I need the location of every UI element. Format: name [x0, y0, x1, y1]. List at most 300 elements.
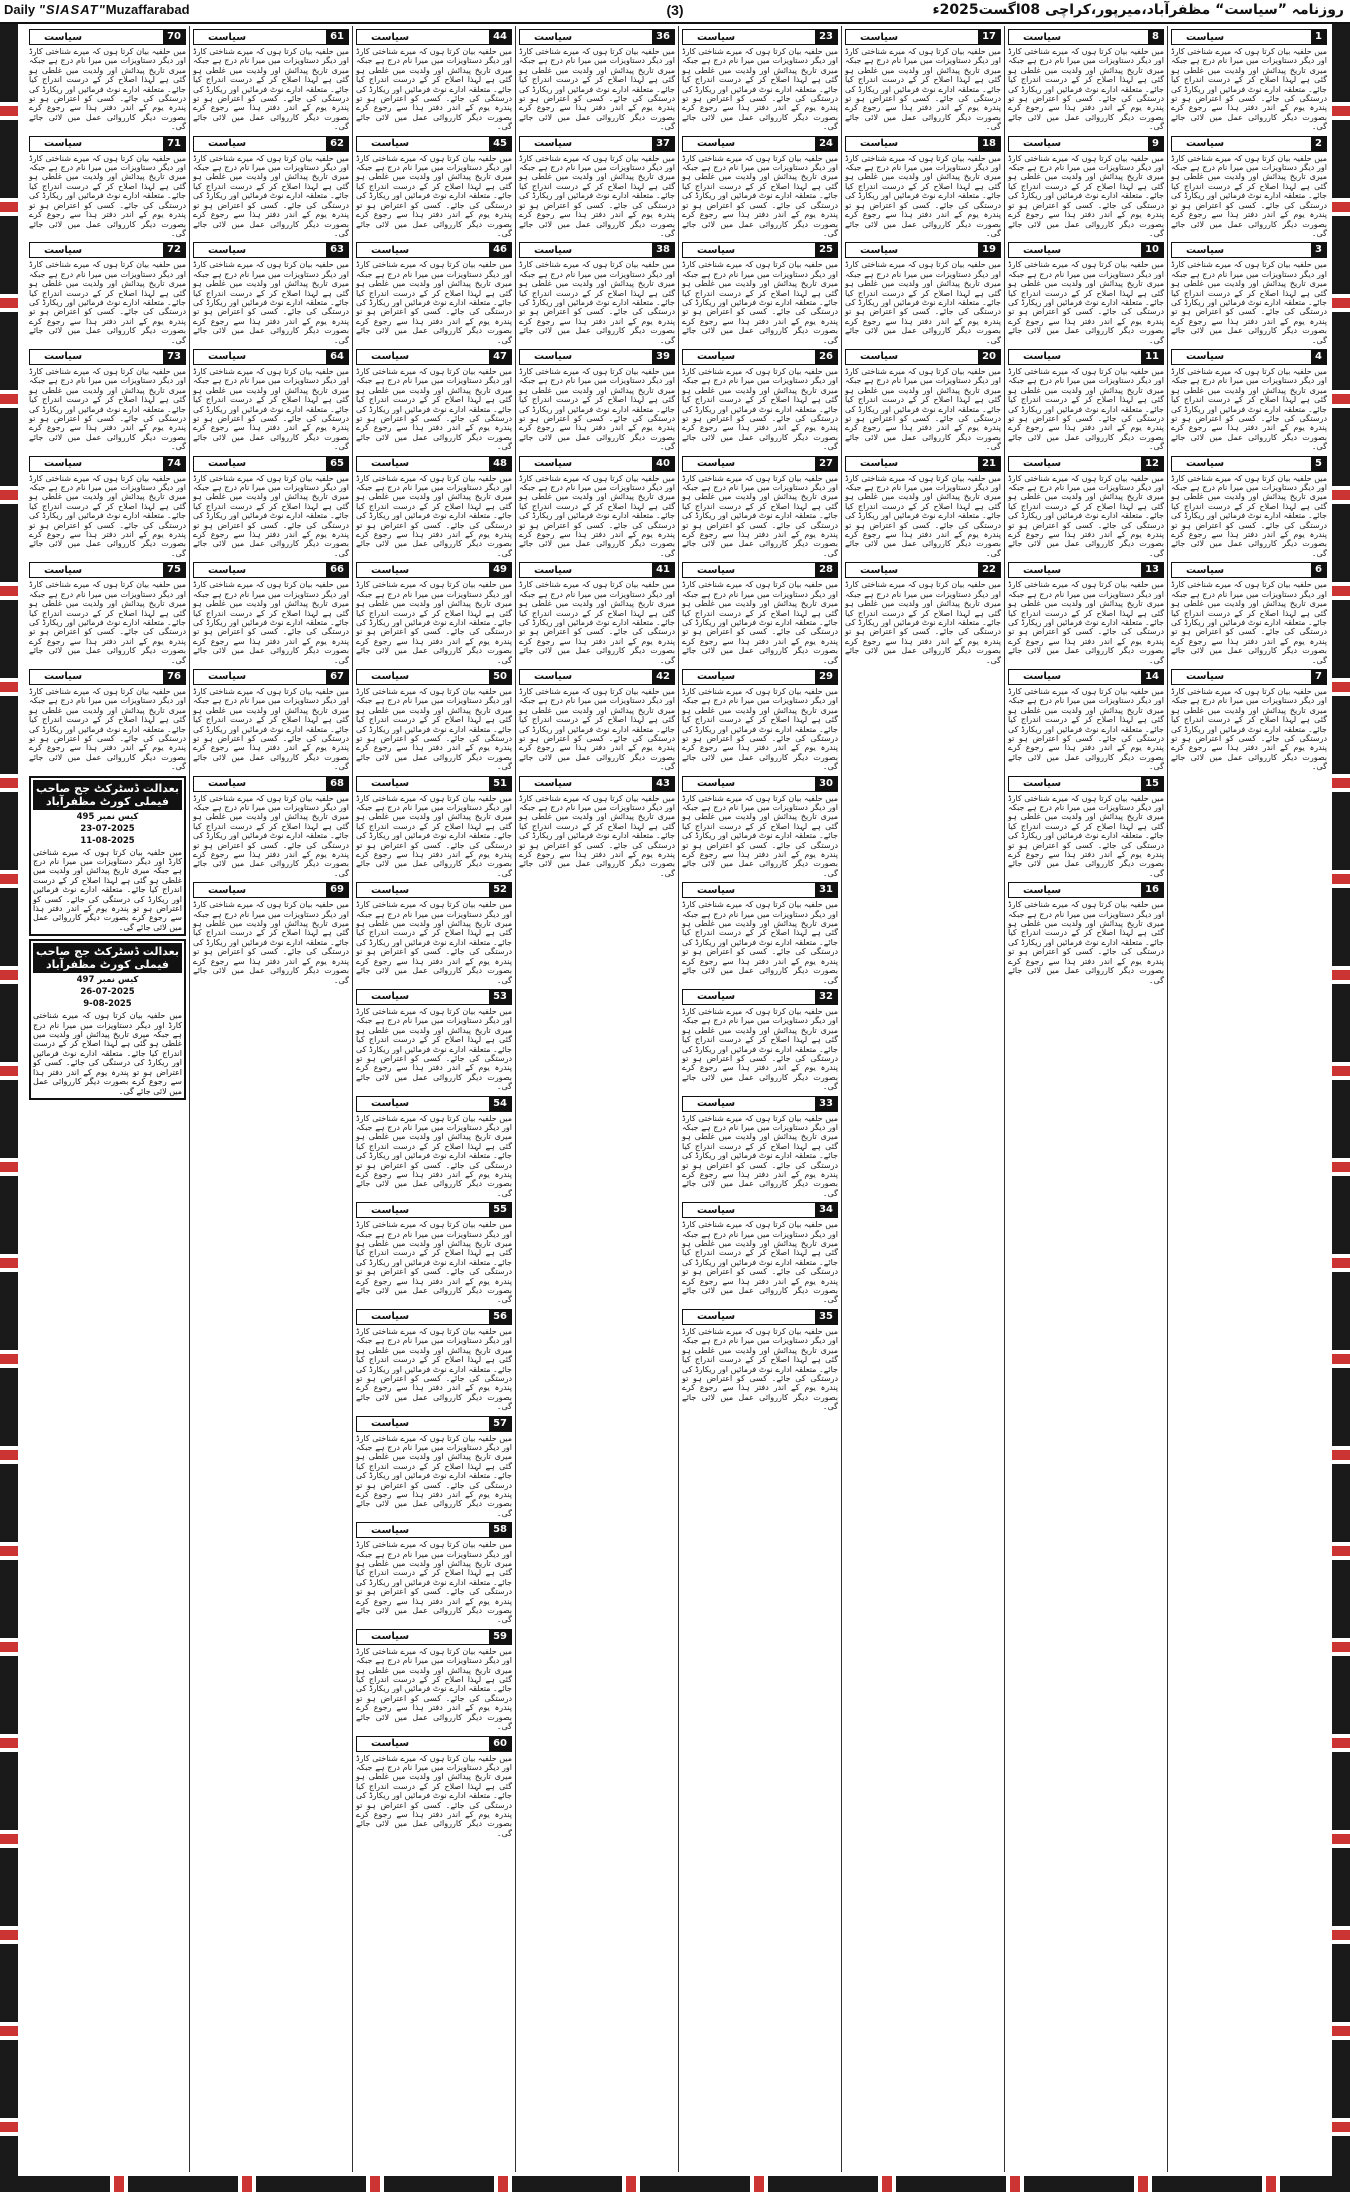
- notice-brand: سیاست: [371, 1631, 410, 1643]
- notice-text: میں حلفیہ بیان کرتا ہوں کہ میرے شناختی کارڈ اور دیگر دستاویزات میں میرا نام درج ہے جبکہ میری تاریخ پیدائش اور ولدیت میں غلطی ہو گئی ہے لہذا اصلاح کر کے درست اندراج کیا جائے۔ متعلقہ ادارے نوٹ فرمائیں اور ریکارڈ کی درستگی کی جائے۔ کسی کو اعتراض ہو تو پندرہ یوم کے اندر دفتر ہذا سے رجوع کرے بصورت دیگر کارروائی عمل میں لائی جائے گی۔: [356, 793, 512, 878]
- notice-number: 18: [978, 137, 1000, 151]
- notice: [356, 562, 512, 665]
- notice-text: میں حلفیہ بیان کرتا ہوں کہ میرے شناختی کارڈ اور دیگر دستاویزات میں میرا نام درج ہے جبکہ میری تاریخ پیدائش اور ولدیت میں غلطی ہو گئی ہے لہذا اصلاح کر کے درست اندراج کیا جائے۔ متعلقہ ادارے نوٹ فرمائیں اور ریکارڈ کی درستگی کی جائے۔ کسی کو اعتراض ہو تو پندرہ یوم کے اندر دفتر ہذا سے رجوع کرے بصورت دیگر کارروائی عمل میں لائی جائے گی۔: [519, 473, 675, 558]
- notice-brand: سیاست: [1023, 244, 1062, 256]
- notice-header: [1008, 669, 1164, 685]
- notice-text: میں حلفیہ بیان کرتا ہوں کہ میرے شناختی کارڈ اور دیگر دستاویزات میں میرا نام درج ہے جبکہ میری تاریخ پیدائش اور ولدیت میں غلطی ہو گئی ہے لہذا اصلاح کر کے درست اندراج کیا جائے۔ متعلقہ ادارے نوٹ فرمائیں اور ریکارڈ کی درستگی کی جائے۔ کسی کو اعتراض ہو تو پندرہ یوم کے اندر دفتر ہذا سے رجوع کرے بصورت دیگر کارروائی عمل میں لائی جائے گی۔: [519, 793, 675, 878]
- notice: [682, 349, 838, 452]
- notice-text: میں حلفیہ بیان کرتا ہوں کہ میرے شناختی کارڈ اور دیگر دستاویزات میں میرا نام درج ہے جبکہ میری تاریخ پیدائش اور ولدیت میں غلطی ہو گئی ہے لہذا اصلاح کر کے درست اندراج کیا جائے۔ متعلقہ ادارے نوٹ فرمائیں اور ریکارڈ کی درستگی کی جائے۔ کسی کو اعتراض ہو تو پندرہ یوم کے اندر دفتر ہذا سے رجوع کرے بصورت دیگر کارروائی عمل میں لائی جائے گی۔: [356, 1540, 512, 1625]
- notice-header: [1008, 882, 1164, 898]
- notice-text: میں حلفیہ بیان کرتا ہوں کہ میرے شناختی کارڈ اور دیگر دستاویزات میں میرا نام درج ہے جبکہ میری تاریخ پیدائش اور ولدیت میں غلطی ہو گئی ہے لہذا اصلاح کر کے درست اندراج کیا جائے۔ متعلقہ ادارے نوٹ فرمائیں اور ریکارڈ کی درستگی کی جائے۔ کسی کو اعتراض ہو تو پندرہ یوم کے اندر دفتر ہذا سے رجوع کرے بصورت دیگر کارروائی عمل میں لائی جائے گی۔: [682, 260, 838, 345]
- notice-number: 17: [978, 30, 1000, 44]
- notice: [519, 776, 675, 879]
- notice-header: [356, 29, 512, 45]
- notice-header: [682, 349, 838, 365]
- notice-header: [845, 242, 1001, 258]
- notice-number: 39: [652, 350, 674, 364]
- notice-brand: سیاست: [697, 1098, 736, 1110]
- notice-brand: سیاست: [534, 671, 573, 683]
- notice: [682, 242, 838, 345]
- notice-text: میں حلفیہ بیان کرتا ہوں کہ میرے شناختی کارڈ اور دیگر دستاویزات میں میرا نام درج ہے جبکہ میری تاریخ پیدائش اور ولدیت میں غلطی ہو گئی ہے لہذا اصلاح کر کے درست اندراج کیا جائے۔ متعلقہ ادارے نوٹ فرمائیں اور ریکارڈ کی درستگی کی جائے۔ کسی کو اعتراض ہو تو پندرہ یوم کے اندر دفتر ہذا سے رجوع کرے بصورت دیگر کارروائی عمل میں لائی جائے گی۔: [1171, 47, 1327, 132]
- notice-brand: سیاست: [371, 458, 410, 470]
- notice-header: [193, 136, 349, 152]
- notice-brand: سیاست: [208, 31, 247, 43]
- notice: [193, 562, 349, 665]
- notice-header: [193, 349, 349, 365]
- notice-number: 51: [489, 777, 511, 791]
- notice: [356, 1522, 512, 1625]
- masthead: [0, 0, 1350, 24]
- notice-brand: سیاست: [697, 1204, 736, 1216]
- notice-number: 28: [815, 563, 837, 577]
- notice-header: [29, 669, 186, 685]
- notice: [682, 882, 838, 985]
- notice-text: میں حلفیہ بیان کرتا ہوں کہ میرے شناختی کارڈ اور دیگر دستاویزات میں میرا نام درج ہے جبکہ میری تاریخ پیدائش اور ولدیت میں غلطی ہو گئی ہے لہذا اصلاح کر کے درست اندراج کیا جائے۔ متعلقہ ادارے نوٹ فرمائیں اور ریکارڈ کی درستگی کی جائے۔ کسی کو اعتراض ہو تو پندرہ یوم کے اندر دفتر ہذا سے رجوع کرے بصورت دیگر کارروائی عمل میں لائی جائے گی۔: [29, 473, 186, 558]
- court-date-filed: 26-07-2025: [80, 987, 135, 998]
- notice-header: [682, 1309, 838, 1325]
- notice-header: [1008, 562, 1164, 578]
- bottom-border-strip: [0, 2176, 1350, 2192]
- notice-brand: سیاست: [208, 351, 247, 363]
- notice: [1008, 456, 1164, 559]
- notice-text: میں حلفیہ بیان کرتا ہوں کہ میرے شناختی کارڈ اور دیگر دستاویزات میں میرا نام درج ہے جبکہ میری تاریخ پیدائش اور ولدیت میں غلطی ہو گئی ہے لہذا اصلاح کر کے درست اندراج کیا جائے۔ متعلقہ ادارے نوٹ فرمائیں اور ریکارڈ کی درستگی کی جائے۔ کسی کو اعتراض ہو تو پندرہ یوم کے اندر دفتر ہذا سے رجوع کرے بصورت دیگر کارروائی عمل میں لائی جائے گی۔: [519, 580, 675, 665]
- notice: [845, 349, 1001, 452]
- notice-header: [356, 136, 512, 152]
- notice: [1008, 29, 1164, 132]
- notice-text: میں حلفیہ بیان کرتا ہوں کہ میرے شناختی کارڈ اور دیگر دستاویزات میں میرا نام درج ہے جبکہ میری تاریخ پیدائش اور ولدیت میں غلطی ہو گئی ہے لہذا اصلاح کر کے درست اندراج کیا جائے۔ متعلقہ ادارے نوٹ فرمائیں اور ریکارڈ کی درستگی کی جائے۔ کسی کو اعتراض ہو تو پندرہ یوم کے اندر دفتر ہذا سے رجوع کرے بصورت دیگر کارروائی عمل میں لائی جائے گی۔: [356, 366, 512, 452]
- notice: [29, 136, 186, 239]
- notice-number: 12: [1141, 457, 1163, 471]
- notice-text: میں حلفیہ بیان کرتا ہوں کہ میرے شناختی کارڈ اور دیگر دستاویزات میں میرا نام درج ہے جبکہ میری تاریخ پیدائش اور ولدیت میں غلطی ہو گئی ہے لہذا اصلاح کر کے درست اندراج کیا جائے۔ متعلقہ ادارے نوٹ فرمائیں اور ریکارڈ کی درستگی کی جائے۔ کسی کو اعتراض ہو تو پندرہ یوم کے اندر دفتر ہذا سے رجوع کرے بصورت دیگر کارروائی عمل میں لائی جائے گی۔: [193, 47, 349, 132]
- notice-brand: سیاست: [697, 991, 736, 1003]
- masthead-siasat: "SIASAT": [38, 2, 106, 17]
- notice: [1008, 562, 1164, 665]
- left-border-strip: [0, 24, 18, 2184]
- notice-brand: سیاست: [860, 351, 899, 363]
- notice: [1171, 242, 1327, 345]
- notice-header: [845, 136, 1001, 152]
- notice-text: میں حلفیہ بیان کرتا ہوں کہ میرے شناختی کارڈ اور دیگر دستاویزات میں میرا نام درج ہے جبکہ میری تاریخ پیدائش اور ولدیت میں غلطی ہو گئی ہے لہذا اصلاح کر کے درست اندراج کیا جائے۔ متعلقہ ادارے نوٹ فرمائیں اور ریکارڈ کی درستگی کی جائے۔ کسی کو اعتراض ہو تو پندرہ یوم کے اندر دفتر ہذا سے رجوع کرے بصورت دیگر کارروائی عمل میں لائی جائے گی۔: [1008, 686, 1164, 772]
- column-5: [515, 26, 678, 2172]
- notice-brand: سیاست: [371, 1311, 410, 1323]
- notice: [682, 1202, 838, 1305]
- notice-brand: سیاست: [534, 31, 573, 43]
- notice-header: [845, 29, 1001, 45]
- notice-brand: سیاست: [697, 244, 736, 256]
- notice-header: [519, 349, 675, 365]
- notice-header: [845, 456, 1001, 472]
- notice-number: 72: [163, 243, 185, 257]
- notice: [193, 242, 349, 345]
- notice: [356, 1309, 512, 1412]
- notice-brand: سیاست: [1186, 138, 1225, 150]
- notice: [356, 1096, 512, 1199]
- notice-text: میں حلفیہ بیان کرتا ہوں کہ میرے شناختی کارڈ اور دیگر دستاویزات میں میرا نام درج ہے جبکہ میری تاریخ پیدائش اور ولدیت میں غلطی ہو گئی ہے لہذا اصلاح کر کے درست اندراج کیا جائے۔ متعلقہ ادارے نوٹ فرمائیں اور ریکارڈ کی درستگی کی جائے۔ کسی کو اعتراض ہو تو پندرہ یوم کے اندر دفتر ہذا سے رجوع کرے بصورت دیگر کارروائی عمل میں لائی جائے گی۔: [1008, 366, 1164, 452]
- notice-number: 35: [815, 1310, 837, 1324]
- notice-brand: سیاست: [697, 138, 736, 150]
- notice-text: میں حلفیہ بیان کرتا ہوں کہ میرے شناختی کارڈ اور دیگر دستاویزات میں میرا نام درج ہے جبکہ میری تاریخ پیدائش اور ولدیت میں غلطی ہو گئی ہے لہذا اصلاح کر کے درست اندراج کیا جائے۔ متعلقہ ادارے نوٹ فرمائیں اور ریکارڈ کی درستگی کی جائے۔ کسی کو اعتراض ہو تو پندرہ یوم کے اندر دفتر ہذا سے رجوع کرے بصورت دیگر کارروائی عمل میں لائی جائے گی۔: [845, 473, 1001, 558]
- court-case-number: کیس نمبر 495: [76, 811, 139, 822]
- notice-header: [682, 242, 838, 258]
- column-1: [1167, 26, 1330, 2172]
- notice-header: [682, 776, 838, 792]
- notice-text: میں حلفیہ بیان کرتا ہوں کہ میرے شناختی کارڈ اور دیگر دستاویزات میں میرا نام درج ہے جبکہ میری تاریخ پیدائش اور ولدیت میں غلطی ہو گئی ہے لہذا اصلاح کر کے درست اندراج کیا جائے۔ متعلقہ ادارے نوٹ فرمائیں اور ریکارڈ کی درستگی کی جائے۔ کسی کو اعتراض ہو تو پندرہ یوم کے اندر دفتر ہذا سے رجوع کرے بصورت دیگر کارروائی عمل میں لائی جائے گی۔: [193, 260, 349, 345]
- notice: [682, 776, 838, 879]
- notice-number: 67: [326, 670, 348, 684]
- court-date-hearing: 11-08-2025: [80, 835, 135, 846]
- notice: [845, 29, 1001, 132]
- notice-brand: سیاست: [44, 351, 83, 363]
- notice-header: [519, 776, 675, 792]
- notice-brand: سیاست: [860, 244, 899, 256]
- notice-number: 63: [326, 243, 348, 257]
- notice-header: [356, 1736, 512, 1752]
- notice-header: [682, 562, 838, 578]
- notice-number: 61: [326, 30, 348, 44]
- notice: [193, 882, 349, 985]
- notice-brand: سیاست: [860, 31, 899, 43]
- notice-header: [29, 136, 186, 152]
- notice-header: [519, 562, 675, 578]
- notice-header: [29, 29, 186, 45]
- notice-number: 1: [1311, 30, 1326, 44]
- notice-brand: سیاست: [1023, 138, 1062, 150]
- notice-header: [682, 669, 838, 685]
- notice: [519, 136, 675, 239]
- notice-text: میں حلفیہ بیان کرتا ہوں کہ میرے شناختی کارڈ اور دیگر دستاویزات میں میرا نام درج ہے جبکہ میری تاریخ پیدائش اور ولدیت میں غلطی ہو گئی ہے لہذا اصلاح کر کے درست اندراج کیا جائے۔ متعلقہ ادارے نوٹ فرمائیں اور ریکارڈ کی درستگی کی جائے۔ کسی کو اعتراض ہو تو پندرہ یوم کے اندر دفتر ہذا سے رجوع کرے بصورت دیگر کارروائی عمل میں لائی جائے گی۔: [845, 47, 1001, 132]
- notice-number: 9: [1148, 137, 1163, 151]
- notice-brand: سیاست: [1023, 778, 1062, 790]
- notice-number: 37: [652, 137, 674, 151]
- notice: [519, 562, 675, 665]
- notice-header: [356, 1416, 512, 1432]
- masthead-prefix: Daily: [4, 2, 36, 17]
- notice-header: [519, 242, 675, 258]
- masthead-city: Muzaffarabad: [105, 2, 190, 17]
- notice-header: [1008, 29, 1164, 45]
- notice-brand: سیاست: [371, 884, 410, 896]
- notice-number: 25: [815, 243, 837, 257]
- notice-brand: سیاست: [1186, 351, 1225, 363]
- notice-number: 53: [489, 990, 511, 1004]
- notice-header: [519, 29, 675, 45]
- notice-brand: سیاست: [1186, 564, 1225, 576]
- notice: [845, 456, 1001, 559]
- notice-header: [356, 1522, 512, 1538]
- notice-number: 22: [978, 563, 1000, 577]
- notice-brand: سیاست: [1023, 671, 1062, 683]
- notice-number: 33: [815, 1097, 837, 1111]
- notice-number: 47: [489, 350, 511, 364]
- notice-number: 16: [1141, 883, 1163, 897]
- notice-number: 71: [163, 137, 185, 151]
- notice-number: 70: [163, 30, 185, 44]
- notice-text: میں حلفیہ بیان کرتا ہوں کہ میرے شناختی کارڈ اور دیگر دستاویزات میں میرا نام درج ہے جبکہ میری تاریخ پیدائش اور ولدیت میں غلطی ہو گئی ہے لہذا اصلاح کر کے درست اندراج کیا جائے۔ متعلقہ ادارے نوٹ فرمائیں اور ریکارڈ کی درستگی کی جائے۔ کسی کو اعتراض ہو تو پندرہ یوم کے اندر دفتر ہذا سے رجوع کرے بصورت دیگر کارروائی عمل میں لائی جائے گی۔: [356, 1220, 512, 1305]
- notice: [29, 562, 186, 665]
- notice: [356, 882, 512, 985]
- notice-number: 23: [815, 30, 837, 44]
- notice-text: میں حلفیہ بیان کرتا ہوں کہ میرے شناختی کارڈ اور دیگر دستاویزات میں میرا نام درج ہے جبکہ میری تاریخ پیدائش اور ولدیت میں غلطی ہو گئی ہے لہذا اصلاح کر کے درست اندراج کیا جائے۔ متعلقہ ادارے نوٹ فرمائیں اور ریکارڈ کی درستگی کی جائے۔ کسی کو اعتراض ہو تو پندرہ یوم کے اندر دفتر ہذا سے رجوع کرے بصورت دیگر کارروائی عمل میں لائی جائے گی۔: [1171, 153, 1327, 238]
- notice-number: 57: [489, 1417, 511, 1431]
- notice-number: 27: [815, 457, 837, 471]
- notice-header: [1171, 456, 1327, 472]
- notice-brand: سیاست: [1023, 31, 1062, 43]
- notice: [682, 456, 838, 559]
- notice-text: میں حلفیہ بیان کرتا ہوں کہ میرے شناختی کارڈ اور دیگر دستاویزات میں میرا نام درج ہے جبکہ میری تاریخ پیدائش اور ولدیت میں غلطی ہو گئی ہے لہذا اصلاح کر کے درست اندراج کیا جائے۔ متعلقہ ادارے نوٹ فرمائیں اور ریکارڈ کی درستگی کی جائے۔ کسی کو اعتراض ہو تو پندرہ یوم کے اندر دفتر ہذا سے رجوع کرے بصورت دیگر کارروائی عمل میں لائی جائے گی۔: [356, 686, 512, 772]
- notice: [29, 242, 186, 345]
- notice-brand: سیاست: [1186, 31, 1225, 43]
- notice-brand: سیاست: [371, 1098, 410, 1110]
- notice-brand: سیاست: [697, 31, 736, 43]
- notice-number: 45: [489, 137, 511, 151]
- notice-text: میں حلفیہ بیان کرتا ہوں کہ میرے شناختی کارڈ اور دیگر دستاویزات میں میرا نام درج ہے جبکہ میری تاریخ پیدائش اور ولدیت میں غلطی ہو گئی ہے لہذا اصلاح کر کے درست اندراج کیا جائے۔ متعلقہ ادارے نوٹ فرمائیں اور ریکارڈ کی درستگی کی جائے۔ کسی کو اعتراض ہو تو پندرہ یوم کے اندر دفتر ہذا سے رجوع کرے بصورت دیگر کارروائی عمل میں لائی جائے گی۔: [1171, 366, 1327, 452]
- notice-number: 10: [1141, 243, 1163, 257]
- column-2: [1004, 26, 1167, 2172]
- notice-header: [1008, 349, 1164, 365]
- notice-header: [356, 349, 512, 365]
- notice-brand: سیاست: [697, 351, 736, 363]
- notice-brand: سیاست: [1023, 564, 1062, 576]
- notice-text: میں حلفیہ بیان کرتا ہوں کہ میرے شناختی کارڈ اور دیگر دستاویزات میں میرا نام درج ہے جبکہ میری تاریخ پیدائش اور ولدیت میں غلطی ہو گئی ہے لہذا اصلاح کر کے درست اندراج کیا جائے۔ متعلقہ ادارے نوٹ فرمائیں اور ریکارڈ کی درستگی کی جائے۔ کسی کو اعتراض ہو تو پندرہ یوم کے اندر دفتر ہذا سے رجوع کرے بصورت دیگر کارروائی عمل میں لائی جائے گی۔: [519, 260, 675, 345]
- notice-number: 24: [815, 137, 837, 151]
- notice: [519, 456, 675, 559]
- notice-number: 5: [1311, 457, 1326, 471]
- notice-brand: سیاست: [371, 1738, 410, 1749]
- notice-number: 26: [815, 350, 837, 364]
- notice-brand: سیاست: [697, 458, 736, 470]
- notice: [356, 136, 512, 239]
- notice-number: 50: [489, 670, 511, 684]
- notice-text: میں حلفیہ بیان کرتا ہوں کہ میرے شناختی کارڈ اور دیگر دستاویزات میں میرا نام درج ہے جبکہ میری تاریخ پیدائش اور ولدیت میں غلطی ہو گئی ہے لہذا اصلاح کر کے درست اندراج کیا جائے۔ متعلقہ ادارے نوٹ فرمائیں اور ریکارڈ کی درستگی کی جائے۔ کسی کو اعتراض ہو تو پندرہ یوم کے اندر دفتر ہذا سے رجوع کرے بصورت دیگر کارروائی عمل میں لائی جائے گی۔: [1008, 153, 1164, 238]
- notice-number: 56: [489, 1310, 511, 1324]
- notice-number: 13: [1141, 563, 1163, 577]
- notice-text: میں حلفیہ بیان کرتا ہوں کہ میرے شناختی کارڈ اور دیگر دستاویزات میں میرا نام درج ہے جبکہ میری تاریخ پیدائش اور ولدیت میں غلطی ہو گئی ہے لہذا اصلاح کر کے درست اندراج کیا جائے۔ متعلقہ ادارے نوٹ فرمائیں اور ریکارڈ کی درستگی کی جائے۔ کسی کو اعتراض ہو تو پندرہ یوم کے اندر دفتر ہذا سے رجوع کرے بصورت دیگر کارروائی عمل میں لائی جائے گی۔: [356, 1113, 512, 1198]
- notice-text: میں حلفیہ بیان کرتا ہوں کہ میرے شناختی کارڈ اور دیگر دستاویزات میں میرا نام درج ہے جبکہ میری تاریخ پیدائش اور ولدیت میں غلطی ہو گئی ہے لہذا اصلاح کر کے درست اندراج کیا جائے۔ متعلقہ ادارے نوٹ فرمائیں اور ریکارڈ کی درستگی کی جائے۔ کسی کو اعتراض ہو تو پندرہ یوم کے اندر دفتر ہذا سے رجوع کرے بصورت دیگر کارروائی عمل میں لائی جائے گی۔: [356, 580, 512, 665]
- notice-text: میں حلفیہ بیان کرتا ہوں کہ میرے شناختی کارڈ اور دیگر دستاویزات میں میرا نام درج ہے جبکہ میری تاریخ پیدائش اور ولدیت میں غلطی ہو گئی ہے لہذا اصلاح کر کے درست اندراج کیا جائے۔ متعلقہ ادارے نوٹ فرمائیں اور ریکارڈ کی درستگی کی جائے۔ کسی کو اعتراض ہو تو پندرہ یوم کے اندر دفتر ہذا سے رجوع کرے بصورت دیگر کارروائی عمل میں لائی جائے گی۔: [1008, 47, 1164, 132]
- notice-brand: سیاست: [860, 564, 899, 576]
- notice: [682, 989, 838, 1092]
- notice-number: 65: [326, 457, 348, 471]
- notice: [193, 669, 349, 772]
- notice: [29, 349, 186, 452]
- notice-brand: سیاست: [208, 458, 247, 470]
- notice-text: میں حلفیہ بیان کرتا ہوں کہ میرے شناختی کارڈ اور دیگر دستاویزات میں میرا نام درج ہے جبکہ میری تاریخ پیدائش اور ولدیت میں غلطی ہو گئی ہے لہذا اصلاح کر کے درست اندراج کیا جائے۔ متعلقہ ادارے نوٹ فرمائیں اور ریکارڈ کی درستگی کی جائے۔ کسی کو اعتراض ہو تو پندرہ یوم کے اندر دفتر ہذا سے رجوع کرے بصورت دیگر کارروائی عمل میں لائی جائے گی۔: [356, 900, 512, 985]
- court-notice-text: میں حلفیہ بیان کرتا ہوں کہ میرے شناختی کارڈ اور دیگر دستاویزات میں میرا نام درج ہے جبکہ میری تاریخ پیدائش اور ولدیت میں غلطی ہو گئی ہے لہذا اصلاح کر کے درست اندراج کیا جائے۔ متعلقہ ادارے نوٹ فرمائیں اور ریکارڈ کی درستگی کی جائے۔ کسی کو اعتراض ہو تو پندرہ یوم کے اندر دفتر ہذا سے رجوع کرے بصورت دیگر کارروائی عمل میں لائی جائے گی۔: [33, 1011, 182, 1096]
- notice: [356, 669, 512, 772]
- notice-brand: سیاست: [371, 31, 410, 43]
- notice: [193, 29, 349, 132]
- notice: [519, 242, 675, 345]
- notice-header: [29, 349, 186, 365]
- notice-brand: سیاست: [371, 564, 410, 576]
- notice-number: 41: [652, 563, 674, 577]
- notice: [1171, 136, 1327, 239]
- notice-text: میں حلفیہ بیان کرتا ہوں کہ میرے شناختی کارڈ اور دیگر دستاویزات میں میرا نام درج ہے جبکہ میری تاریخ پیدائش اور ولدیت میں غلطی ہو گئی ہے لہذا اصلاح کر کے درست اندراج کیا جائے۔ متعلقہ ادارے نوٹ فرمائیں اور ریکارڈ کی درستگی کی جائے۔ کسی کو اعتراض ہو تو پندرہ یوم کے اندر دفتر ہذا سے رجوع کرے بصورت دیگر کارروائی عمل میں لائی جائے گی۔: [682, 366, 838, 452]
- notice-brand: سیاست: [44, 244, 83, 256]
- notice-header: [682, 1096, 838, 1112]
- notice-brand: سیاست: [697, 884, 736, 896]
- notice-header: [1008, 136, 1164, 152]
- notice-brand: سیاست: [534, 351, 573, 363]
- notice-text: میں حلفیہ بیان کرتا ہوں کہ میرے شناختی کارڈ اور دیگر دستاویزات میں میرا نام درج ہے جبکہ میری تاریخ پیدائش اور ولدیت میں غلطی ہو گئی ہے لہذا اصلاح کر کے درست اندراج کیا جائے۔ متعلقہ ادارے نوٹ فرمائیں اور ریکارڈ کی درستگی کی جائے۔ کسی کو اعتراض ہو تو پندرہ یوم کے اندر دفتر ہذا سے رجوع کرے بصورت دیگر کارروائی عمل میں لائی جائے گی۔: [682, 793, 838, 878]
- notice-number: 73: [163, 350, 185, 364]
- notice-text: میں حلفیہ بیان کرتا ہوں کہ میرے شناختی کارڈ اور دیگر دستاویزات میں میرا نام درج ہے جبکہ میری تاریخ پیدائش اور ولدیت میں غلطی ہو گئی ہے لہذا اصلاح کر کے درست اندراج کیا جائے۔ متعلقہ ادارے نوٹ فرمائیں اور ریکارڈ کی درستگی کی جائے۔ کسی کو اعتراض ہو تو پندرہ یوم کے اندر دفتر ہذا سے رجوع کرے بصورت دیگر کارروائی عمل میں لائی جائے گی۔: [519, 153, 675, 238]
- notice-text: میں حلفیہ بیان کرتا ہوں کہ میرے شناختی کارڈ اور دیگر دستاویزات میں میرا نام درج ہے جبکہ میری تاریخ پیدائش اور ولدیت میں غلطی ہو گئی ہے لہذا اصلاح کر کے درست اندراج کیا جائے۔ متعلقہ ادارے نوٹ فرمائیں اور ریکارڈ کی درستگی کی جائے۔ کسی کو اعتراض ہو تو پندرہ یوم کے اندر دفتر ہذا سے رجوع کرے بصورت دیگر کارروائی عمل میں لائی جائے گی۔: [682, 1220, 838, 1305]
- notice: [356, 1629, 512, 1732]
- notice-text: میں حلفیہ بیان کرتا ہوں کہ میرے شناختی کارڈ اور دیگر دستاویزات میں میرا نام درج ہے جبکہ میری تاریخ پیدائش اور ولدیت میں غلطی ہو گئی ہے لہذا اصلاح کر کے درست اندراج کیا جائے۔ متعلقہ ادارے نوٹ فرمائیں اور ریکارڈ کی درستگی کی جائے۔ کسی کو اعتراض ہو تو پندرہ یوم کے اندر دفتر ہذا سے رجوع کرے بصورت دیگر کارروائی عمل میں لائی جائے گی۔: [356, 1753, 512, 1838]
- notice: [1008, 136, 1164, 239]
- court-notice: [29, 939, 186, 1100]
- notice-brand: سیاست: [697, 564, 736, 576]
- column-7: [189, 26, 352, 2172]
- notice-brand: سیاست: [44, 31, 83, 43]
- notice-text: میں حلفیہ بیان کرتا ہوں کہ میرے شناختی کارڈ اور دیگر دستاویزات میں میرا نام درج ہے جبکہ میری تاریخ پیدائش اور ولدیت میں غلطی ہو گئی ہے لہذا اصلاح کر کے درست اندراج کیا جائے۔ متعلقہ ادارے نوٹ فرمائیں اور ریکارڈ کی درستگی کی جائے۔ کسی کو اعتراض ہو تو پندرہ یوم کے اندر دفتر ہذا سے رجوع کرے بصورت دیگر کارروائی عمل میں لائی جائے گی۔: [193, 580, 349, 665]
- notice-number: 76: [163, 670, 185, 684]
- notice: [1008, 882, 1164, 985]
- notice-header: [682, 1202, 838, 1218]
- court-notice-title: بعدالت ڈسٹرکٹ جج صاحب فیملی کورٹ مظفرآباد: [33, 780, 182, 810]
- notice-number: 48: [489, 457, 511, 471]
- notice-text: میں حلفیہ بیان کرتا ہوں کہ میرے شناختی کارڈ اور دیگر دستاویزات میں میرا نام درج ہے جبکہ میری تاریخ پیدائش اور ولدیت میں غلطی ہو گئی ہے لہذا اصلاح کر کے درست اندراج کیا جائے۔ متعلقہ ادارے نوٹ فرمائیں اور ریکارڈ کی درستگی کی جائے۔ کسی کو اعتراض ہو تو پندرہ یوم کے اندر دفتر ہذا سے رجوع کرے بصورت دیگر کارروائی عمل میں لائی جائے گی۔: [682, 1006, 838, 1092]
- notice-text: میں حلفیہ بیان کرتا ہوں کہ میرے شناختی کارڈ اور دیگر دستاویزات میں میرا نام درج ہے جبکہ میری تاریخ پیدائش اور ولدیت میں غلطی ہو گئی ہے لہذا اصلاح کر کے درست اندراج کیا جائے۔ متعلقہ ادارے نوٹ فرمائیں اور ریکارڈ کی درستگی کی جائے۔ کسی کو اعتراض ہو تو پندرہ یوم کے اندر دفتر ہذا سے رجوع کرے بصورت دیگر کارروائی عمل میں لائی جائے گی۔: [1008, 900, 1164, 985]
- notice: [682, 1096, 838, 1199]
- notice-header: [356, 456, 512, 472]
- notice-number: 14: [1141, 670, 1163, 684]
- notice-text: میں حلفیہ بیان کرتا ہوں کہ میرے شناختی کارڈ اور دیگر دستاویزات میں میرا نام درج ہے جبکہ میری تاریخ پیدائش اور ولدیت میں غلطی ہو گئی ہے لہذا اصلاح کر کے درست اندراج کیا جائے۔ متعلقہ ادارے نوٹ فرمائیں اور ریکارڈ کی درستگی کی جائے۔ کسی کو اعتراض ہو تو پندرہ یوم کے اندر دفتر ہذا سے رجوع کرے بصورت دیگر کارروائی عمل میں لائی جائے گی۔: [682, 1326, 838, 1412]
- notice-brand: سیاست: [208, 564, 247, 576]
- court-notice-title: بعدالت ڈسٹرکٹ جج صاحب فیملی کورٹ مظفرآباد: [33, 943, 182, 973]
- notice-text: میں حلفیہ بیان کرتا ہوں کہ میرے شناختی کارڈ اور دیگر دستاویزات میں میرا نام درج ہے جبکہ میری تاریخ پیدائش اور ولدیت میں غلطی ہو گئی ہے لہذا اصلاح کر کے درست اندراج کیا جائے۔ متعلقہ ادارے نوٹ فرمائیں اور ریکارڈ کی درستگی کی جائے۔ کسی کو اعتراض ہو تو پندرہ یوم کے اندر دفتر ہذا سے رجوع کرے بصورت دیگر کارروائی عمل میں لائی جائے گی۔: [29, 686, 186, 772]
- notice-text: میں حلفیہ بیان کرتا ہوں کہ میرے شناختی کارڈ اور دیگر دستاویزات میں میرا نام درج ہے جبکہ میری تاریخ پیدائش اور ولدیت میں غلطی ہو گئی ہے لہذا اصلاح کر کے درست اندراج کیا جائے۔ متعلقہ ادارے نوٹ فرمائیں اور ریکارڈ کی درستگی کی جائے۔ کسی کو اعتراض ہو تو پندرہ یوم کے اندر دفتر ہذا سے رجوع کرے بصورت دیگر کارروائی عمل میں لائی جائے گی۔: [682, 47, 838, 132]
- notice-text: میں حلفیہ بیان کرتا ہوں کہ میرے شناختی کارڈ اور دیگر دستاویزات میں میرا نام درج ہے جبکہ میری تاریخ پیدائش اور ولدیت میں غلطی ہو گئی ہے لہذا اصلاح کر کے درست اندراج کیا جائے۔ متعلقہ ادارے نوٹ فرمائیں اور ریکارڈ کی درستگی کی جائے۔ کسی کو اعتراض ہو تو پندرہ یوم کے اندر دفتر ہذا سے رجوع کرے بصورت دیگر کارروائی عمل میں لائی جائے گی۔: [356, 47, 512, 132]
- notice-number: 46: [489, 243, 511, 257]
- notice-header: [193, 562, 349, 578]
- notice-brand: سیاست: [44, 138, 83, 150]
- notice-number: 75: [163, 563, 185, 577]
- notice-text: میں حلفیہ بیان کرتا ہوں کہ میرے شناختی کارڈ اور دیگر دستاویزات میں میرا نام درج ہے جبکہ میری تاریخ پیدائش اور ولدیت میں غلطی ہو گئی ہے لہذا اصلاح کر کے درست اندراج کیا جائے۔ متعلقہ ادارے نوٹ فرمائیں اور ریکارڈ کی درستگی کی جائے۔ کسی کو اعتراض ہو تو پندرہ یوم کے اندر دفتر ہذا سے رجوع کرے بصورت دیگر کارروائی عمل میں لائی جائے گی۔: [193, 793, 349, 878]
- right-border-strip: [1332, 24, 1350, 2184]
- notice-brand: سیاست: [371, 351, 410, 363]
- notice-number: 68: [326, 777, 348, 791]
- notice-header: [356, 1096, 512, 1112]
- notice: [193, 776, 349, 879]
- notice: [193, 136, 349, 239]
- notice-brand: سیاست: [208, 138, 247, 150]
- notice-header: [1008, 776, 1164, 792]
- notice-text: میں حلفیہ بیان کرتا ہوں کہ میرے شناختی کارڈ اور دیگر دستاویزات میں میرا نام درج ہے جبکہ میری تاریخ پیدائش اور ولدیت میں غلطی ہو گئی ہے لہذا اصلاح کر کے درست اندراج کیا جائے۔ متعلقہ ادارے نوٹ فرمائیں اور ریکارڈ کی درستگی کی جائے۔ کسی کو اعتراض ہو تو پندرہ یوم کے اندر دفتر ہذا سے رجوع کرے بصورت دیگر کارروائی عمل میں لائی جائے گی۔: [682, 153, 838, 238]
- notice-text: میں حلفیہ بیان کرتا ہوں کہ میرے شناختی کارڈ اور دیگر دستاویزات میں میرا نام درج ہے جبکہ میری تاریخ پیدائش اور ولدیت میں غلطی ہو گئی ہے لہذا اصلاح کر کے درست اندراج کیا جائے۔ متعلقہ ادارے نوٹ فرمائیں اور ریکارڈ کی درستگی کی جائے۔ کسی کو اعتراض ہو تو پندرہ یوم کے اندر دفتر ہذا سے رجوع کرے بصورت دیگر کارروائی عمل میں لائی جائے گی۔: [845, 260, 1001, 345]
- notice-header: [29, 562, 186, 578]
- notice-text: میں حلفیہ بیان کرتا ہوں کہ میرے شناختی کارڈ اور دیگر دستاویزات میں میرا نام درج ہے جبکہ میری تاریخ پیدائش اور ولدیت میں غلطی ہو گئی ہے لہذا اصلاح کر کے درست اندراج کیا جائے۔ متعلقہ ادارے نوٹ فرمائیں اور ریکارڈ کی درستگی کی جائے۔ کسی کو اعتراض ہو تو پندرہ یوم کے اندر دفتر ہذا سے رجوع کرے بصورت دیگر کارروائی عمل میں لائی جائے گی۔: [193, 473, 349, 558]
- notice-number: 8: [1148, 30, 1163, 44]
- notice-text: میں حلفیہ بیان کرتا ہوں کہ میرے شناختی کارڈ اور دیگر دستاویزات میں میرا نام درج ہے جبکہ میری تاریخ پیدائش اور ولدیت میں غلطی ہو گئی ہے لہذا اصلاح کر کے درست اندراج کیا جائے۔ متعلقہ ادارے نوٹ فرمائیں اور ریکارڈ کی درستگی کی جائے۔ کسی کو اعتراض ہو تو پندرہ یوم کے اندر دفتر ہذا سے رجوع کرے بصورت دیگر کارروائی عمل میں لائی جائے گی۔: [1008, 473, 1164, 558]
- notice: [682, 29, 838, 132]
- notice-header: [682, 136, 838, 152]
- notice-number: 49: [489, 563, 511, 577]
- notice-number: 3: [1311, 243, 1326, 257]
- notice-header: [356, 1202, 512, 1218]
- notice: [682, 669, 838, 772]
- notice-number: 58: [489, 1523, 511, 1537]
- notice: [29, 456, 186, 559]
- notice-brand: سیاست: [44, 458, 83, 470]
- column-8: [26, 26, 189, 2172]
- notice: [1171, 456, 1327, 559]
- notice-header: [1171, 669, 1327, 685]
- notice-brand: سیاست: [860, 458, 899, 470]
- notice: [1171, 562, 1327, 665]
- notice-brand: سیاست: [371, 1524, 410, 1536]
- notice-header: [29, 242, 186, 258]
- notice: [356, 1736, 512, 1839]
- notice: [1171, 29, 1327, 132]
- notice-text: میں حلفیہ بیان کرتا ہوں کہ میرے شناختی کارڈ اور دیگر دستاویزات میں میرا نام درج ہے جبکہ میری تاریخ پیدائش اور ولدیت میں غلطی ہو گئی ہے لہذا اصلاح کر کے درست اندراج کیا جائے۔ متعلقہ ادارے نوٹ فرمائیں اور ریکارڈ کی درستگی کی جائے۔ کسی کو اعتراض ہو تو پندرہ یوم کے اندر دفتر ہذا سے رجوع کرے بصورت دیگر کارروائی عمل میں لائی جائے گی۔: [845, 580, 1001, 665]
- notice-brand: سیاست: [208, 778, 247, 790]
- notice-text: میں حلفیہ بیان کرتا ہوں کہ میرے شناختی کارڈ اور دیگر دستاویزات میں میرا نام درج ہے جبکہ میری تاریخ پیدائش اور ولدیت میں غلطی ہو گئی ہے لہذا اصلاح کر کے درست اندراج کیا جائے۔ متعلقہ ادارے نوٹ فرمائیں اور ریکارڈ کی درستگی کی جائے۔ کسی کو اعتراض ہو تو پندرہ یوم کے اندر دفتر ہذا سے رجوع کرے بصورت دیگر کارروائی عمل میں لائی جائے گی۔: [356, 1646, 512, 1732]
- notice: [356, 242, 512, 345]
- notice-columns: [20, 26, 1330, 2172]
- notice-header: [356, 669, 512, 685]
- notice-number: 38: [652, 243, 674, 257]
- notice-text: میں حلفیہ بیان کرتا ہوں کہ میرے شناختی کارڈ اور دیگر دستاویزات میں میرا نام درج ہے جبکہ میری تاریخ پیدائش اور ولدیت میں غلطی ہو گئی ہے لہذا اصلاح کر کے درست اندراج کیا جائے۔ متعلقہ ادارے نوٹ فرمائیں اور ریکارڈ کی درستگی کی جائے۔ کسی کو اعتراض ہو تو پندرہ یوم کے اندر دفتر ہذا سے رجوع کرے بصورت دیگر کارروائی عمل میں لائی جائے گی۔: [682, 1113, 838, 1198]
- notice-header: [519, 669, 675, 685]
- notice-text: میں حلفیہ بیان کرتا ہوں کہ میرے شناختی کارڈ اور دیگر دستاویزات میں میرا نام درج ہے جبکہ میری تاریخ پیدائش اور ولدیت میں غلطی ہو گئی ہے لہذا اصلاح کر کے درست اندراج کیا جائے۔ متعلقہ ادارے نوٹ فرمائیں اور ریکارڈ کی درستگی کی جائے۔ کسی کو اعتراض ہو تو پندرہ یوم کے اندر دفتر ہذا سے رجوع کرے بصورت دیگر کارروائی عمل میں لائی جائے گی۔: [519, 366, 675, 452]
- notice-brand: سیاست: [1023, 884, 1062, 896]
- masthead-title: روزنامہ ”سیاست“ مظفرآباد،میرپور،کراچی 08اگست2025ء: [932, 2, 1344, 18]
- notice-brand: سیاست: [534, 138, 573, 150]
- notice-brand: سیاست: [697, 1311, 736, 1323]
- notice-header: [356, 989, 512, 1005]
- notice-text: میں حلفیہ بیان کرتا ہوں کہ میرے شناختی کارڈ اور دیگر دستاویزات میں میرا نام درج ہے جبکہ میری تاریخ پیدائش اور ولدیت میں غلطی ہو گئی ہے لہذا اصلاح کر کے درست اندراج کیا جائے۔ متعلقہ ادارے نوٹ فرمائیں اور ریکارڈ کی درستگی کی جائے۔ کسی کو اعتراض ہو تو پندرہ یوم کے اندر دفتر ہذا سے رجوع کرے بصورت دیگر کارروائی عمل میں لائی جائے گی۔: [1171, 260, 1327, 345]
- notice-brand: سیاست: [1186, 671, 1225, 683]
- notice-text: میں حلفیہ بیان کرتا ہوں کہ میرے شناختی کارڈ اور دیگر دستاویزات میں میرا نام درج ہے جبکہ میری تاریخ پیدائش اور ولدیت میں غلطی ہو گئی ہے لہذا اصلاح کر کے درست اندراج کیا جائے۔ متعلقہ ادارے نوٹ فرمائیں اور ریکارڈ کی درستگی کی جائے۔ کسی کو اعتراض ہو تو پندرہ یوم کے اندر دفتر ہذا سے رجوع کرے بصورت دیگر کارروائی عمل میں لائی جائے گی۔: [1008, 260, 1164, 345]
- notice-number: 2: [1311, 137, 1326, 151]
- notice-header: [193, 242, 349, 258]
- notice-number: 7: [1311, 670, 1326, 684]
- notice-header: [356, 562, 512, 578]
- notice-brand: سیاست: [534, 564, 573, 576]
- notice-header: [845, 562, 1001, 578]
- notice-text: میں حلفیہ بیان کرتا ہوں کہ میرے شناختی کارڈ اور دیگر دستاویزات میں میرا نام درج ہے جبکہ میری تاریخ پیدائش اور ولدیت میں غلطی ہو گئی ہے لہذا اصلاح کر کے درست اندراج کیا جائے۔ متعلقہ ادارے نوٹ فرمائیں اور ریکارڈ کی درستگی کی جائے۔ کسی کو اعتراض ہو تو پندرہ یوم کے اندر دفتر ہذا سے رجوع کرے بصورت دیگر کارروائی عمل میں لائی جائے گی۔: [1171, 580, 1327, 665]
- notice-text: میں حلفیہ بیان کرتا ہوں کہ میرے شناختی کارڈ اور دیگر دستاویزات میں میرا نام درج ہے جبکہ میری تاریخ پیدائش اور ولدیت میں غلطی ہو گئی ہے لہذا اصلاح کر کے درست اندراج کیا جائے۔ متعلقہ ادارے نوٹ فرمائیں اور ریکارڈ کی درستگی کی جائے۔ کسی کو اعتراض ہو تو پندرہ یوم کے اندر دفتر ہذا سے رجوع کرے بصورت دیگر کارروائی عمل میں لائی جائے گی۔: [29, 366, 186, 452]
- notice-number: 20: [978, 350, 1000, 364]
- notice-brand: سیاست: [371, 244, 410, 256]
- notice-text: میں حلفیہ بیان کرتا ہوں کہ میرے شناختی کارڈ اور دیگر دستاویزات میں میرا نام درج ہے جبکہ میری تاریخ پیدائش اور ولدیت میں غلطی ہو گئی ہے لہذا اصلاح کر کے درست اندراج کیا جائے۔ متعلقہ ادارے نوٹ فرمائیں اور ریکارڈ کی درستگی کی جائے۔ کسی کو اعتراض ہو تو پندرہ یوم کے اندر دفتر ہذا سے رجوع کرے بصورت دیگر کارروائی عمل میں لائی جائے گی۔: [193, 153, 349, 238]
- notice-header: [1171, 29, 1327, 45]
- notice-brand: سیاست: [371, 138, 410, 150]
- notice: [519, 669, 675, 772]
- notice-number: 52: [489, 883, 511, 897]
- notice-brand: سیاست: [44, 671, 83, 683]
- notice: [519, 349, 675, 452]
- notice-brand: سیاست: [371, 991, 410, 1003]
- notice-number: 31: [815, 883, 837, 897]
- notice-brand: سیاست: [208, 884, 247, 896]
- notice: [1008, 349, 1164, 452]
- notice-header: [1008, 242, 1164, 258]
- notice: [845, 136, 1001, 239]
- notice-brand: سیاست: [1023, 351, 1062, 363]
- notice-text: میں حلفیہ بیان کرتا ہوں کہ میرے شناختی کارڈ اور دیگر دستاویزات میں میرا نام درج ہے جبکہ میری تاریخ پیدائش اور ولدیت میں غلطی ہو گئی ہے لہذا اصلاح کر کے درست اندراج کیا جائے۔ متعلقہ ادارے نوٹ فرمائیں اور ریکارڈ کی درستگی کی جائے۔ کسی کو اعتراض ہو تو پندرہ یوم کے اندر دفتر ہذا سے رجوع کرے بصورت دیگر کارروائی عمل میں لائی جائے گی۔: [356, 1326, 512, 1412]
- notice-number: 60: [489, 1737, 511, 1751]
- notice-header: [1008, 456, 1164, 472]
- notice-brand: سیاست: [697, 778, 736, 790]
- notice-header: [356, 882, 512, 898]
- notice: [1171, 349, 1327, 452]
- notice-number: 54: [489, 1097, 511, 1111]
- notice-text: میں حلفیہ بیان کرتا ہوں کہ میرے شناختی کارڈ اور دیگر دستاویزات میں میرا نام درج ہے جبکہ میری تاریخ پیدائش اور ولدیت میں غلطی ہو گئی ہے لہذا اصلاح کر کے درست اندراج کیا جائے۔ متعلقہ ادارے نوٹ فرمائیں اور ریکارڈ کی درستگی کی جائے۔ کسی کو اعتراض ہو تو پندرہ یوم کے اندر دفتر ہذا سے رجوع کرے بصورت دیگر کارروائی عمل میں لائی جائے گی۔: [1171, 473, 1327, 558]
- notice: [356, 349, 512, 452]
